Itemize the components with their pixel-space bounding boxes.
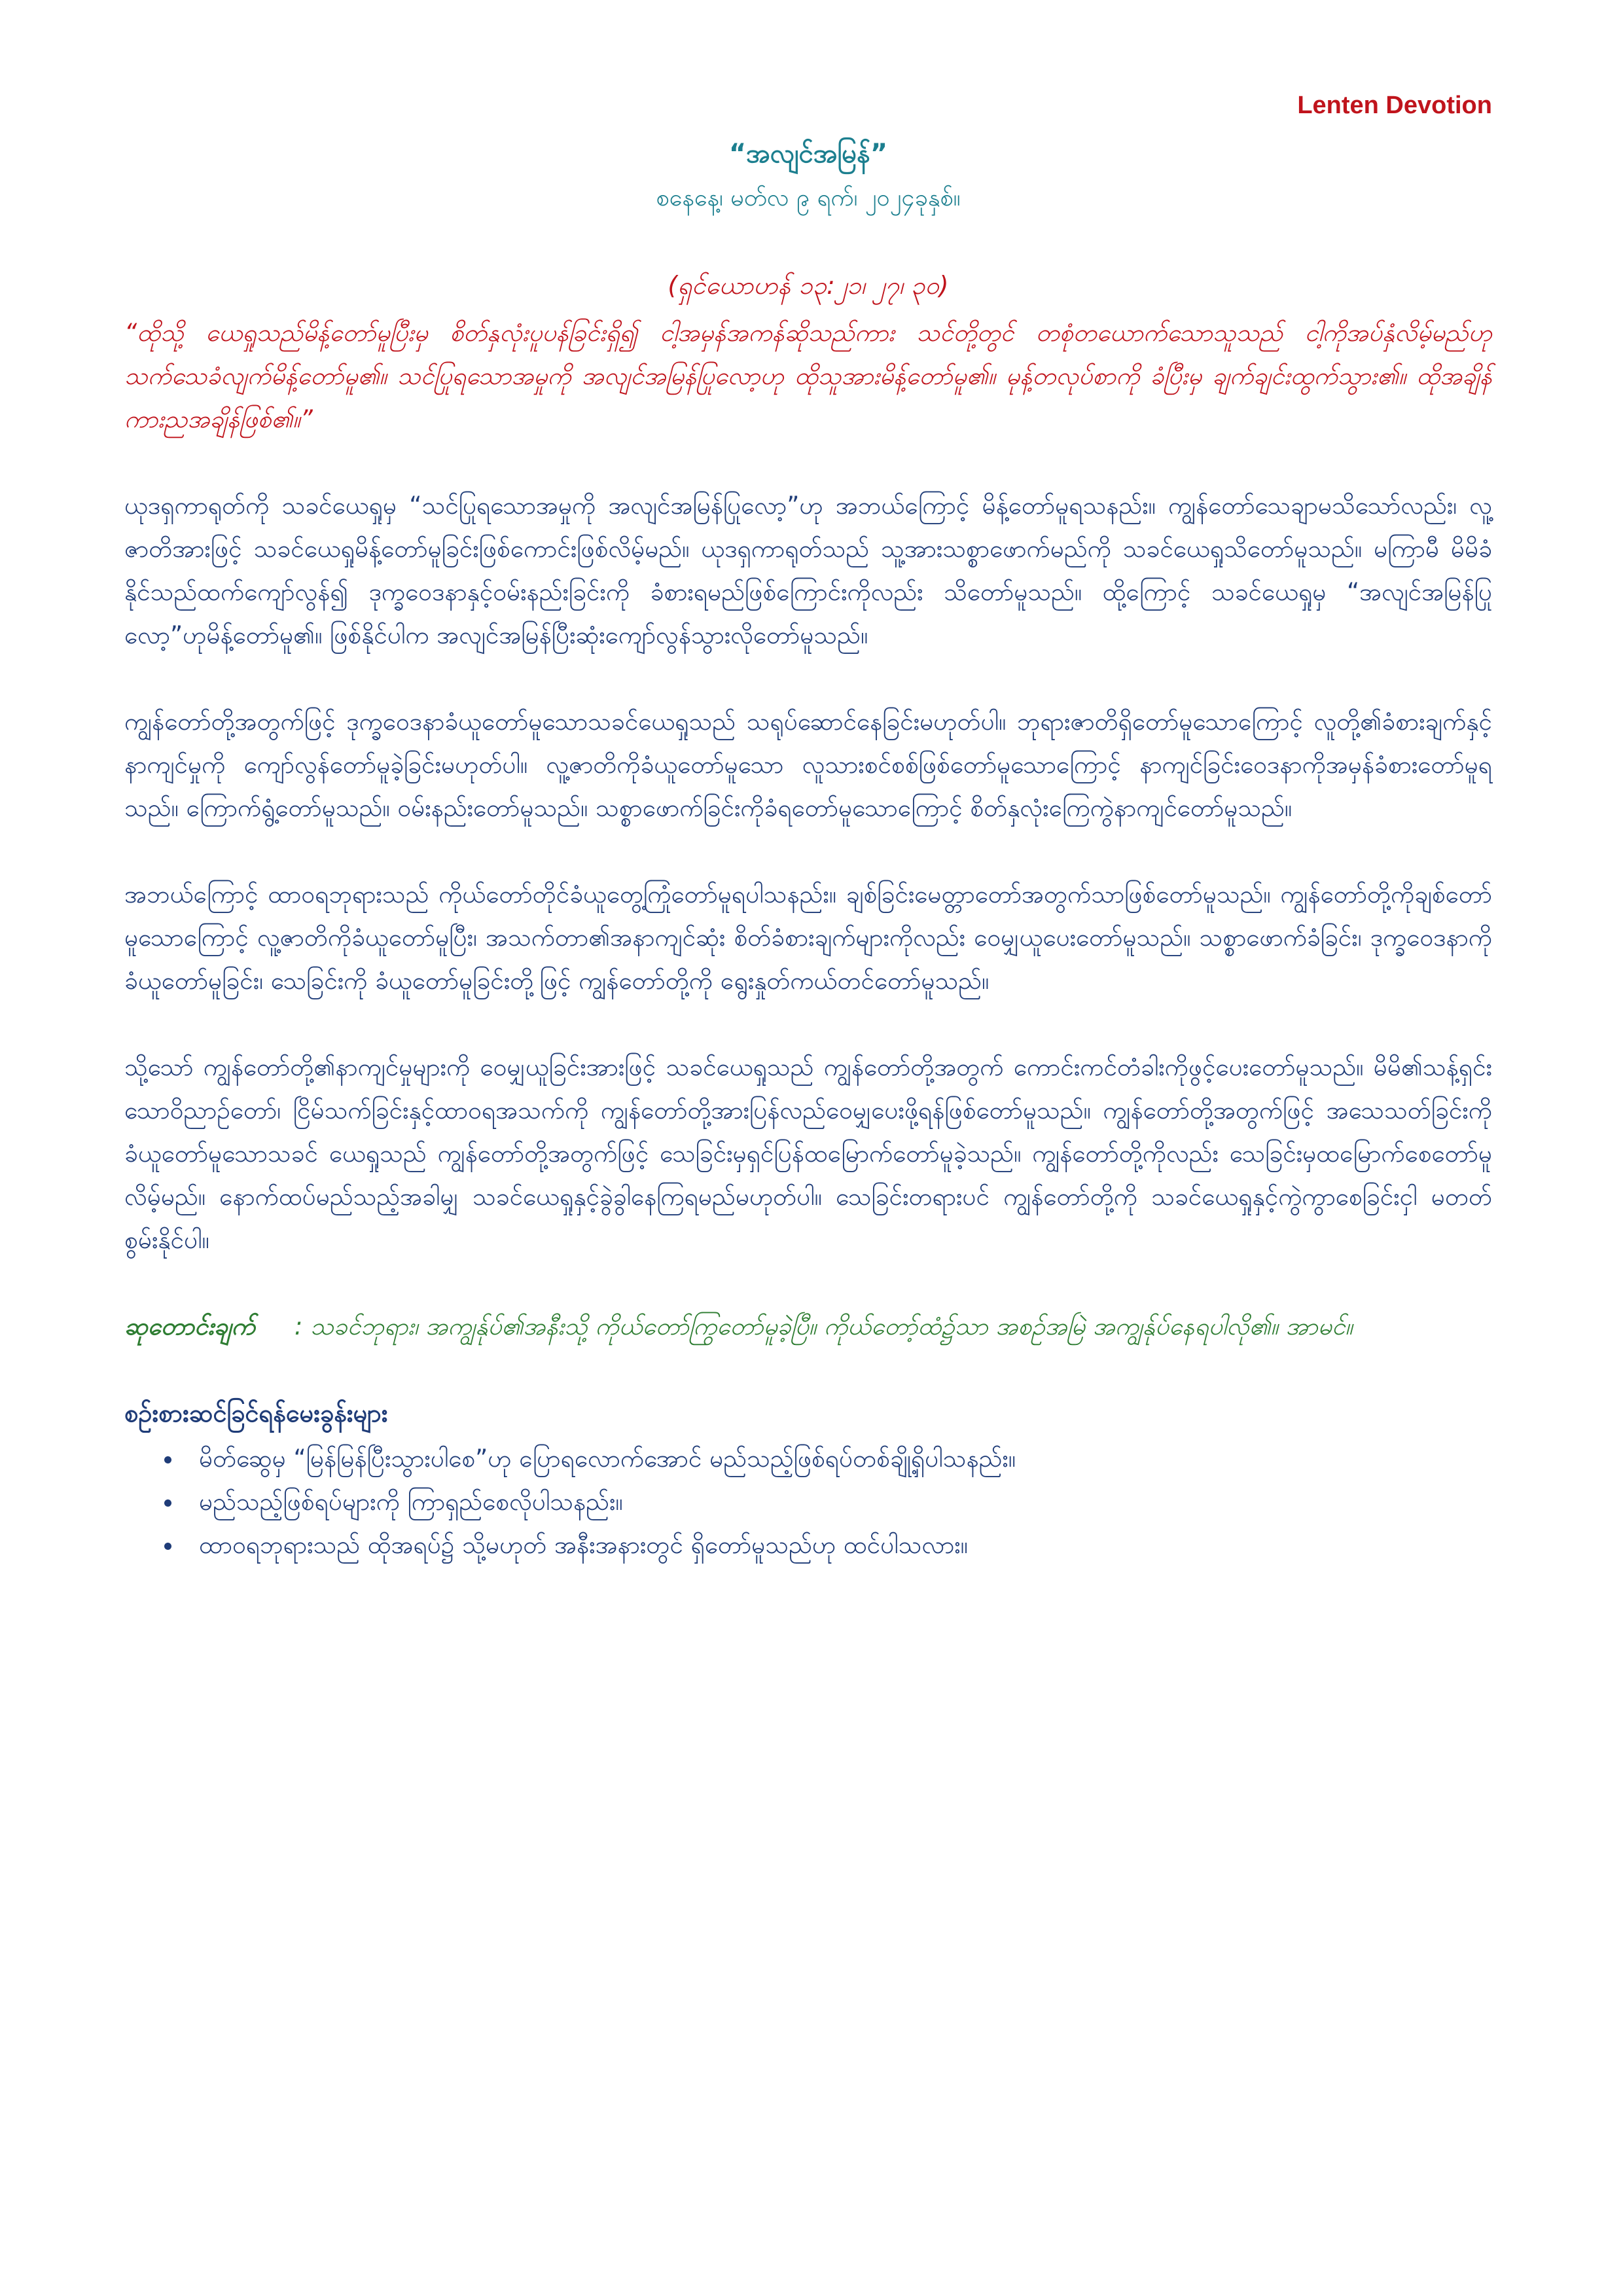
body-paragraph-1: ယုဒရှကာရုတ်ကို သခင်ယေရှုမှ “သင်ပြုရသောအမှုကို အလျင်အမြန်ပြုလော့”ဟု အဘယ်ကြောင့် မိန့်တော်မူရသနည်း။ ကျွန်တော်သေချာမသိသော်လည်း၊ လူ့ဇာတိအားဖြင့် သခင်ယေရှုမိန့်တော်မူခြင်းဖြစ်ကောင်းဖြစ်လိမ့်မည်။ ယုဒရှကာရုတ်သည် သူ့အားသစ္စာဖောက်မည်ကို သခင်ယေရှုသိတော်မူသည်။ မကြာမီ မိမိခံနိုင်သည်ထက်ကျော်လွန်၍ ဒုက္ခဝေဒနာနှင့်ဝမ်းနည်းခြင်းကို ခံစားရမည်ဖြစ်ကြောင်းကိုလည်း သိတော်မူသည်။ ထို့ကြောင့် သခင်ယေရှုမှ “အလျင်အမြန်ပြုလော့”ဟုမိန့်တော်မူ၏။ ဖြစ်နိုင်ပါက အလျင်အမြန်ပြီးဆုံးကျော်လွန်သွားလိုတော်မူသည်။ [124, 492, 1492, 649]
scripture-reference: (ရှင်ယောဟန် ၁၃:၂၁၊ ၂၇၊ ၃၀) [668, 271, 949, 300]
header-label: Lenten Devotion [1297, 92, 1492, 119]
body-paragraph-4: သို့သော် ကျွန်တော်တို့၏နာကျင်မှုများကို ဝေမျှယူခြင်းအားဖြင့် သခင်ယေရှုသည် ကျွန်တော်တို့အတွက် ကောင်းကင်တံခါးကိုဖွင့်ပေးတော်မူသည်။ မိမိ၏သန့်ရှင်းသောဝိညာဉ်တော်၊ ငြိမ်သက်ခြင်းနှင့်ထာဝရအသက်ကို ကျွန်တော်တို့အားပြန်လည်ဝေမျှပေးဖို့ရန်ဖြစ်တော်မူသည်။ ကျွန်တော်တို့အတွက်ဖြင့် အသေသတ်ခြင်းကို ခံယူတော်မူသောသခင် ယေရှုသည် ကျွန်တော်တို့အတွက်ဖြင့် သေခြင်းမှရှင်ပြန်ထမြောက်တော်မူခဲ့သည်။ ကျွန်တော်တို့ကိုလည်း သေခြင်းမှထမြောက်စေတော်မူလိမ့်မည်။ နောက်ထပ်မည်သည့်အခါမျှ သခင်ယေရှုနှင့်ခွဲခွါနေကြရမည်မဟုတ်ပါ။ သေခြင်းတရားပင် ကျွန်တော်တို့ကို သခင်ယေရှုနှင့်ကွဲကွာစေခြင်းငှါ မတတ်စွမ်းနိုင်ပါ။ [124, 1053, 1492, 1254]
prayer-label: ဆုတောင်းချက် [124, 1312, 255, 1340]
body-paragraph-2: ကျွန်တော်တို့အတွက်ဖြင့် ဒုက္ခဝေဒနာခံယူတော်မူသောသခင်ယေရှုသည် သရုပ်ဆောင်နေခြင်းမဟုတ်ပါ။ ဘုရားဇာတိရှိတော်မူသောကြောင့် လူတို့၏ခံစားချက်နှင့်နာကျင်မှုကို ကျော်လွန်တော်မူခဲ့ခြင်းမဟုတ်ပါ။ လူ့ဇာတိကိုခံယူတော်မူသော လူသားစင်စစ်ဖြစ်တော်မူသောကြောင့် နာကျင်ခြင်းဝေဒနာကိုအမှန်ခံစားတော်မူရသည်။ ကြောက်ရွံ့တော်မူသည်။ ဝမ်းနည်းတော်မူသည်။ သစ္စာဖောက်ခြင်းကိုခံရတော်မူသောကြောင့် စိတ်နှလုံးကြေကွဲနာကျင်တော်မူသည်။ [124, 708, 1492, 822]
questions-list [124, 1437, 1492, 1567]
date-line: စနေနေ့၊ မတ်လ ၉ ရက်၊ ၂၀၂၄ခုနှစ်။ [656, 185, 961, 211]
question-item: • ထာဝရဘုရားသည် ထိုအရပ်၌ သို့မဟုတ် အနီးအနားတွင် ရှိတော်မူသည်ဟု ထင်ပါသလား။ [183, 1524, 1492, 1567]
scripture-quote: “ထိုသို့ ယေရှုသည်မိန့်တော်မူပြီးမှ စိတ်နှလုံးပူပန်ခြင်းရှိ၍ ငါ့အမှန်အကန်ဆိုသည်ကား သင်တို့တွင် တစုံတယောက်သောသူသည် ငါ့ကိုအပ်နှံလိမ့်မည်ဟု သက်သေခံလျက်မိန့်တော်မူ၏။ သင်ပြုရသောအမှုကို အလျင်အမြန်ပြုလော့ဟု ထိုသူအားမိန့်တော်မူ၏။ မုန့်တလုပ်စာကို ခံပြီးမှ ချက်ချင်းထွက်သွား၏။ ထိုအချိန်ကားညအချိန်ဖြစ်၏။” [124, 319, 1492, 433]
questions-heading: စဉ်းစားဆင်ခြင်ရန်မေးခွန်းများ [124, 1399, 388, 1427]
devotion-page [124, 92, 1492, 1567]
body-paragraph-3: အဘယ်ကြောင့် ထာဝရဘုရားသည် ကိုယ်တော်တိုင်ခံယူတွေ့ကြုံတော်မူရပါသနည်း။ ချစ်ခြင်းမေတ္တာတော်အတွက်သာဖြစ်တော်မူသည်။ ကျွန်တော်တို့ကိုချစ်တော်မူသောကြောင့် လူ့ဇာတိကိုခံယူတော်မူပြီး၊ အသက်တာ၏အနာကျင်ဆုံး စိတ်ခံစားချက်များကိုလည်း ဝေမျှယူပေးတော်မူသည်။ သစ္စာဖောက်ခံခြင်း၊ ဒုက္ခဝေဒနာကိုခံယူတော်မူခြင်း၊ သေခြင်းကို ခံယူတော်မူခြင်းတို့ဖြင့် ကျွန်တော်တို့ကို ရွေးနှုတ်ကယ်တင်တော်မူသည်။ [124, 880, 1492, 995]
prayer [124, 1305, 1492, 1348]
page-title: “အလျင်အမြန်” [728, 139, 888, 169]
question-item: • မိတ်ဆွေမှ “မြန်မြန်ပြီးသွားပါစေ”ဟု ပြောရလောက်အောင် မည်သည့်ဖြစ်ရပ်တစ်ချို့ရှိပါသနည်း။ [183, 1437, 1492, 1480]
question-item: • မည်သည့်ဖြစ်ရပ်များကို ကြာရှည်စေလိုပါသနည်း။ [183, 1480, 1492, 1524]
prayer-text: : သခင်ဘုရား၊ အကျွန်ုပ်၏အနီးသို့ ကိုယ်တော်ကြွတော်မူခဲ့ပြီ။ ကိုယ်တော့်ထံ၌သာ အစဉ်အမြဲ အကျွန်ုပ်နေရပါလို၏။ အာမင်။ [294, 1312, 1353, 1340]
